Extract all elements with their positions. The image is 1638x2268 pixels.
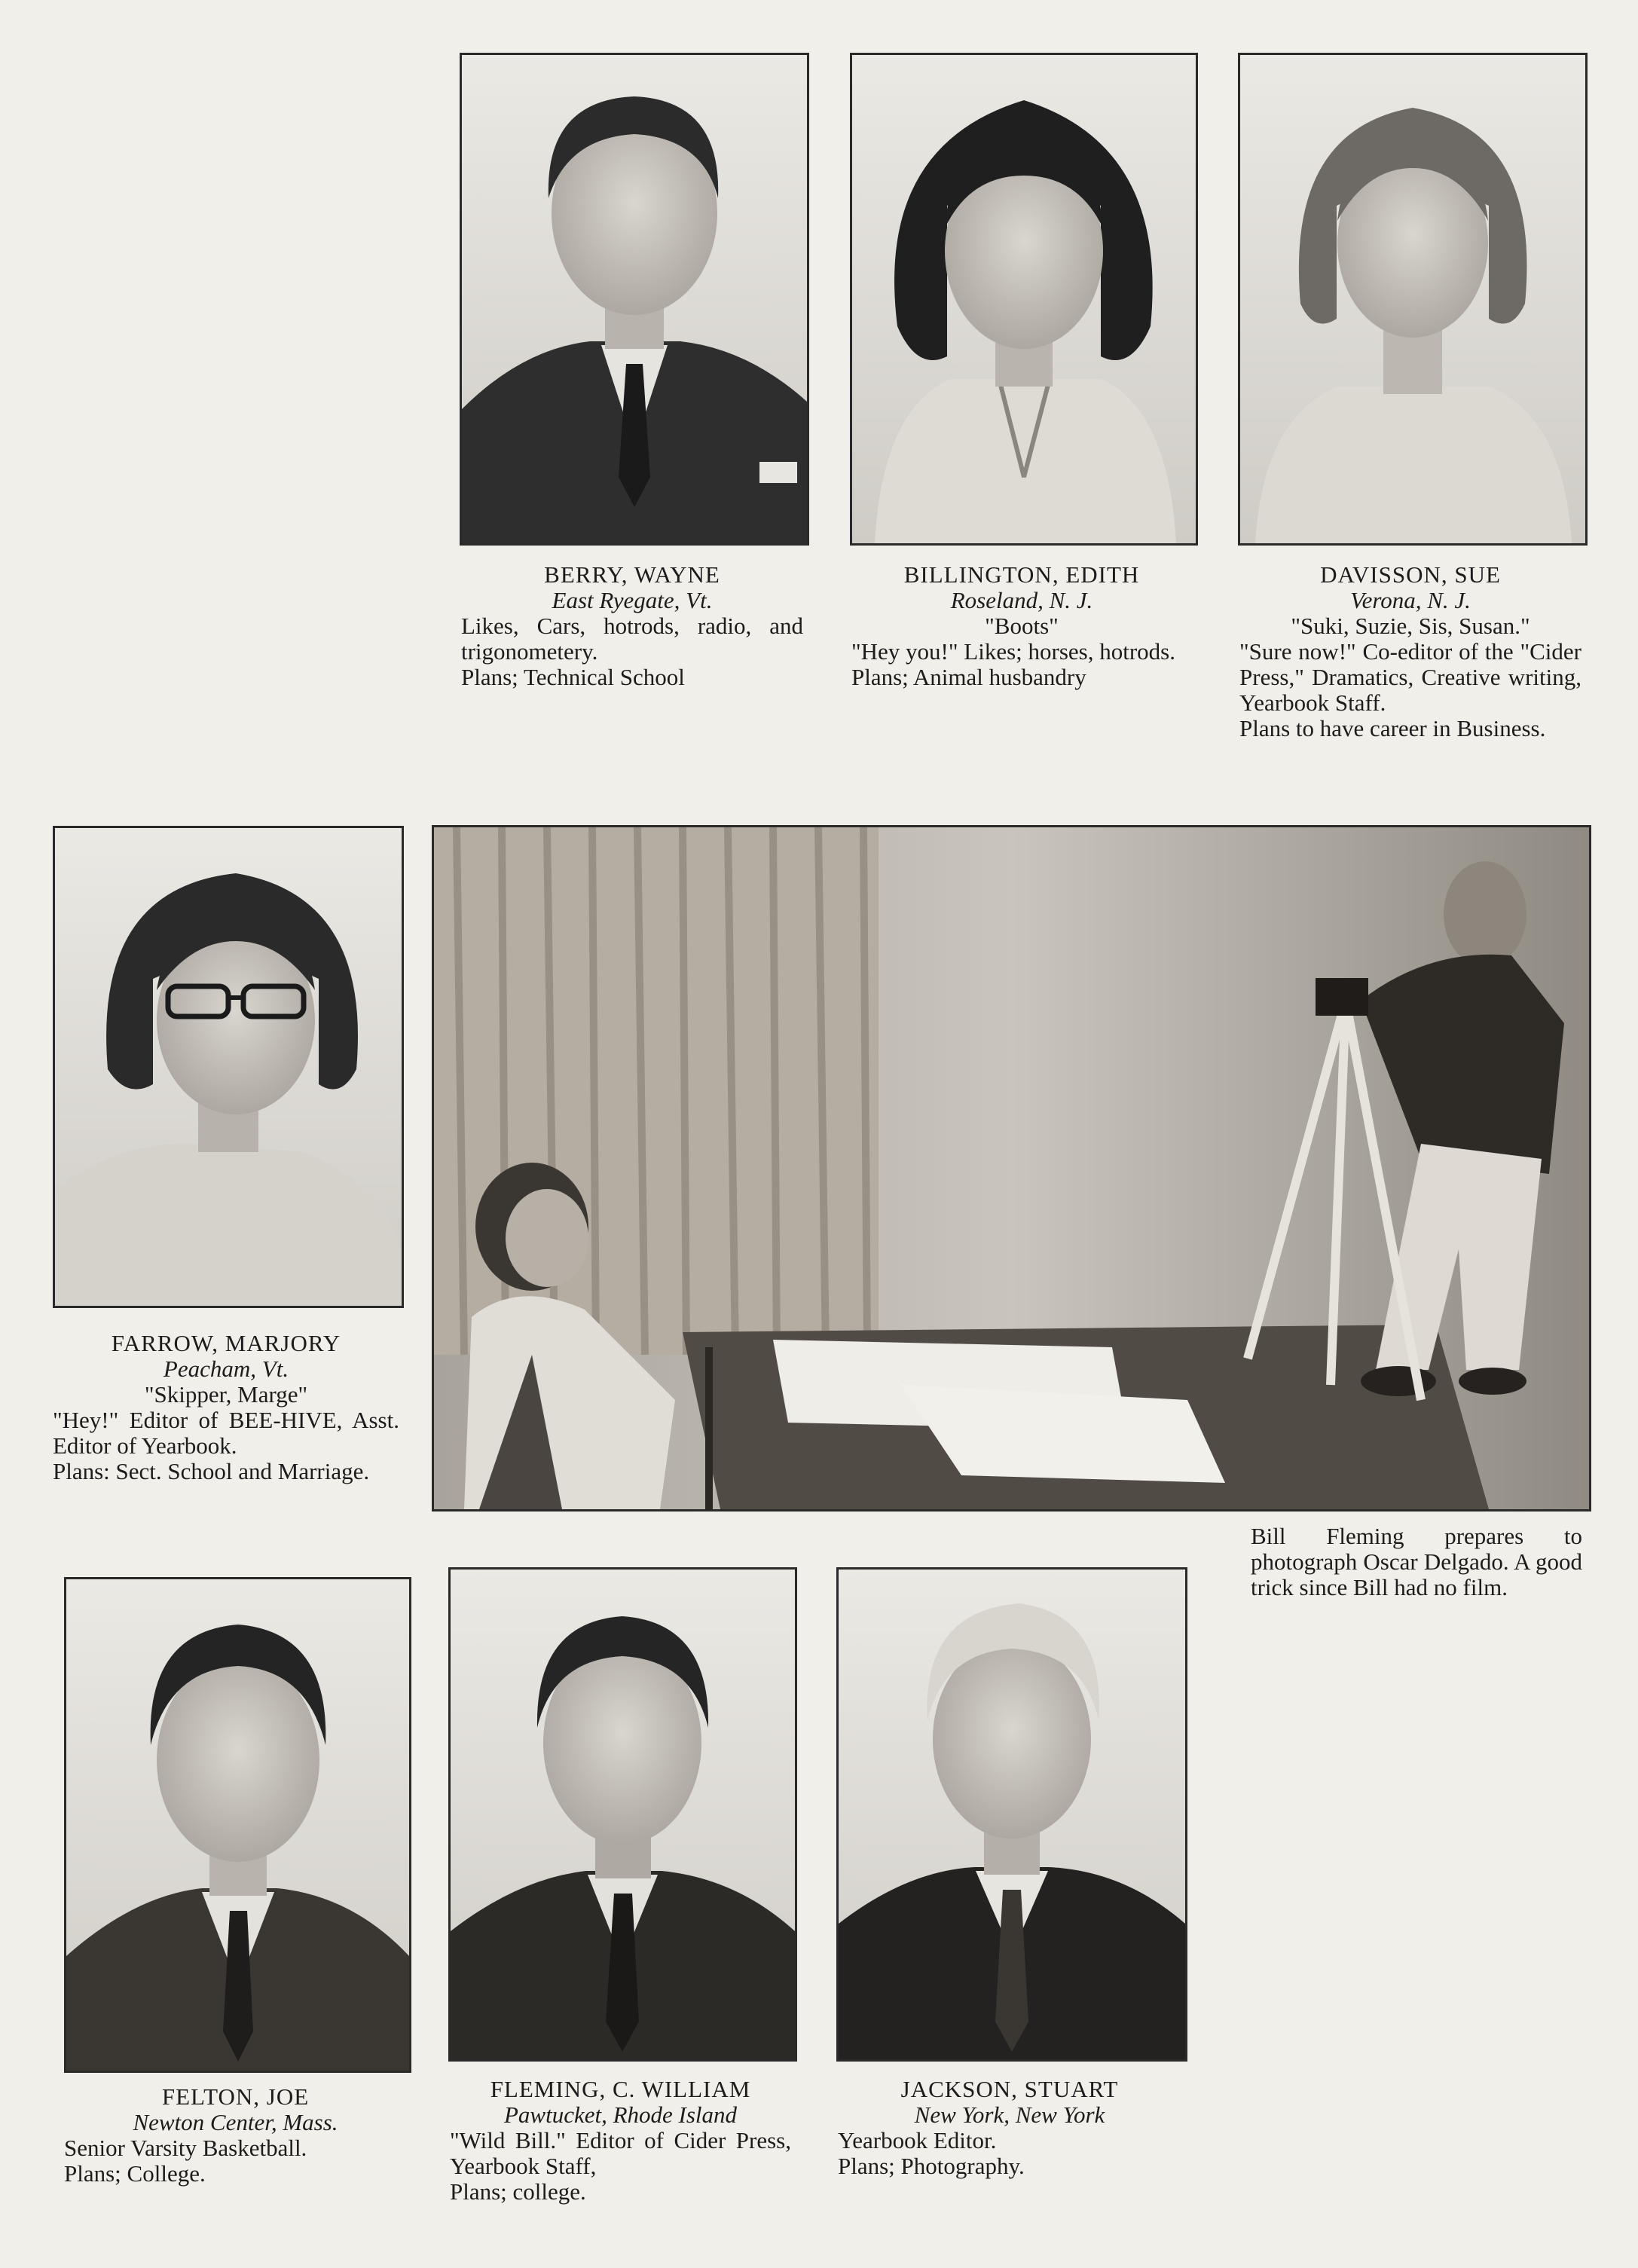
senior-nickname: "Skipper, Marge": [144, 1381, 308, 1408]
senior-caption-felton: [64, 2084, 407, 2187]
senior-bio-line: Senior Varsity Basketball.: [64, 2135, 307, 2161]
portrait-photo-felton: [64, 1577, 411, 2073]
senior-plans-line: Plans; Technical School: [461, 664, 685, 690]
portrait-photo-davisson: [1238, 53, 1588, 546]
senior-bio-line: "Wild Bill." Editor of Cider Press, Yearbook Staff,: [450, 2127, 791, 2179]
senior-bio-line: "Hey you!" Likes; horses, hotrods.: [851, 638, 1175, 665]
senior-caption-berry: [461, 562, 803, 690]
senior-nickname: "Boots": [985, 613, 1059, 639]
portrait-photo-jackson: [836, 1567, 1187, 2062]
senior-bio-line: Yearbook Editor.: [838, 2127, 997, 2153]
portrait-photo-farrow: [53, 826, 404, 1308]
portrait-photo-billington: [850, 53, 1198, 546]
senior-plans-line: Plans; Animal husbandry: [851, 664, 1086, 690]
senior-hometown: New York, New York: [914, 2101, 1105, 2128]
senior-bio-line: "Sure now!" Co-editor of the "Cider Press," Dramatics, Creative writing, Yearbook Staff.: [1239, 638, 1581, 716]
portrait-photo-berry: [460, 53, 809, 546]
senior-hometown: Verona, N. J.: [1350, 587, 1471, 613]
senior-plans-line: Plans; Photography.: [838, 2153, 1025, 2179]
senior-plans-line: Plans: Sect. School and Marriage.: [53, 1458, 370, 1484]
senior-caption-jackson: [838, 2077, 1181, 2179]
senior-hometown: Pawtucket, Rhode Island: [503, 2101, 738, 2128]
senior-caption-davisson: [1239, 562, 1581, 741]
portrait-photo-fleming: [448, 1567, 797, 2062]
senior-caption-billington: [851, 562, 1192, 690]
senior-caption-fleming: [450, 2077, 791, 2205]
senior-hometown: Peacham, Vt.: [163, 1356, 289, 1382]
scene-photo: [432, 825, 1591, 1511]
senior-name: DAVISSON, SUE: [1320, 561, 1501, 588]
senior-hometown: Newton Center, Mass.: [133, 2109, 338, 2135]
senior-name: BILLINGTON, EDITH: [903, 561, 1140, 588]
senior-name: BERRY, WAYNE: [544, 561, 720, 588]
senior-name: FLEMING, C. WILLIAM: [490, 2076, 751, 2102]
senior-nickname: "Suki, Suzie, Sis, Susan.": [1291, 613, 1530, 639]
senior-plans-line: Plans to have career in Business.: [1239, 715, 1546, 741]
senior-hometown: East Ryegate, Vt.: [552, 587, 713, 613]
senior-hometown: Roseland, N. J.: [950, 587, 1093, 613]
senior-bio-line: Likes, Cars, hotrods, radio, and trigonometery.: [461, 613, 803, 665]
senior-name: JACKSON, STUART: [900, 2076, 1119, 2102]
scene-caption: Bill Fleming prepares to photograph Oscar Delgado. A good trick since Bill had no film.: [1251, 1523, 1582, 1600]
senior-name: FARROW, MARJORY: [111, 1330, 341, 1356]
senior-plans-line: Plans; college.: [450, 2178, 586, 2205]
senior-plans-line: Plans; College.: [64, 2160, 206, 2187]
senior-name: FELTON, JOE: [161, 2083, 310, 2110]
senior-bio-line: "Hey!" Editor of BEE-HIVE, Asst. Editor of Yearbook.: [53, 1407, 399, 1459]
senior-caption-farrow: [53, 1331, 399, 1484]
